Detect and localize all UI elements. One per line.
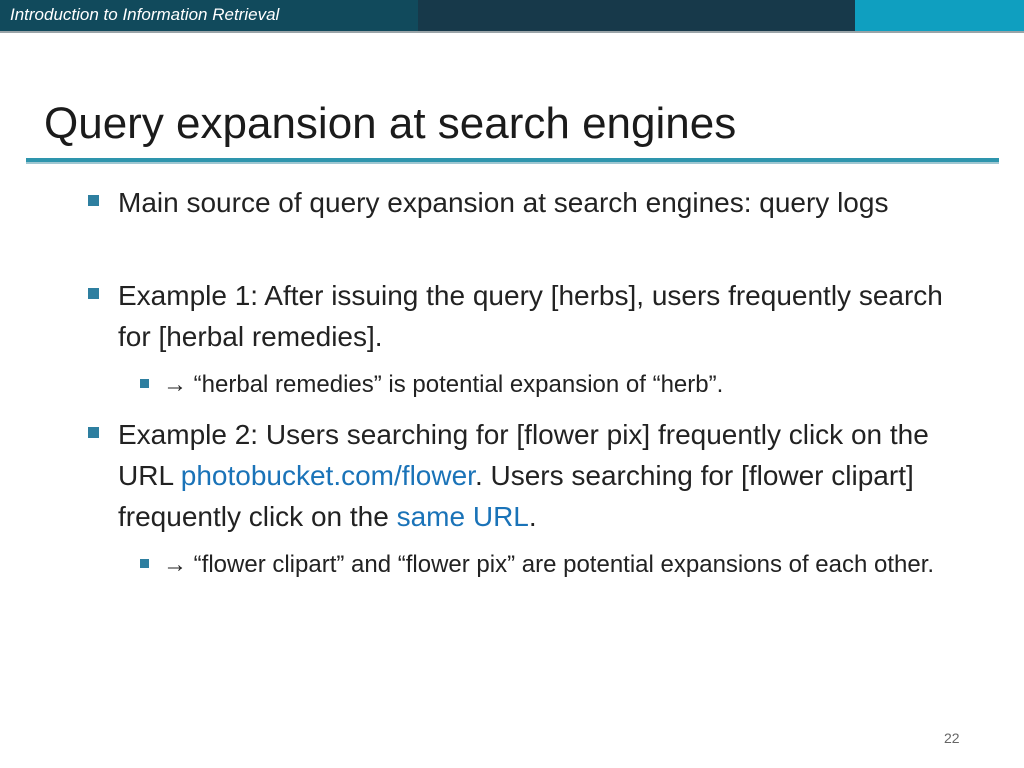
bullet-item-1 [118, 182, 958, 223]
course-title: Introduction to Information Retrieval [10, 5, 280, 24]
bullet-item-3 [118, 414, 958, 537]
header-divider [0, 31, 1024, 33]
sub-bullet-text: → “flower clipart” and “flower pix” are potential expansions of each other. [163, 551, 935, 578]
same-url-link[interactable]: same URL [396, 501, 529, 532]
header-bar [0, 0, 1024, 32]
header-right-segment [855, 0, 1024, 32]
bullet-text: Main source of query expansion at search engines: query logs [118, 187, 889, 218]
slide-title: Query expansion at search engines [44, 99, 737, 148]
square-bullet-icon [88, 427, 99, 438]
square-bullet-icon [88, 288, 99, 299]
square-bullet-icon [140, 379, 149, 388]
sub-bullet-item-3 [163, 546, 953, 584]
sub-bullet-text: → “herbal remedies” is potential expansion of “herb”. [163, 371, 724, 398]
bullet-text-part: . Users searching for [flower clipart] frequently click on the [118, 460, 914, 532]
page-number: 22 [944, 730, 960, 746]
title-divider [26, 158, 999, 164]
sub-bullet-item-2 [163, 366, 953, 404]
bullet-text-part: . [528, 501, 537, 532]
bullet-item-2 [118, 275, 958, 357]
square-bullet-icon [88, 195, 99, 206]
bullet-text: Example 1: After issuing the query [herbs], users frequently search for [herbal remedies]. [118, 280, 943, 352]
bullet-text-part: Example 2: Users searching for [flower pix] frequently click on the URL [118, 419, 929, 491]
square-bullet-icon [140, 559, 149, 568]
photobucket-link[interactable]: photobucket.com/flower [180, 460, 475, 491]
